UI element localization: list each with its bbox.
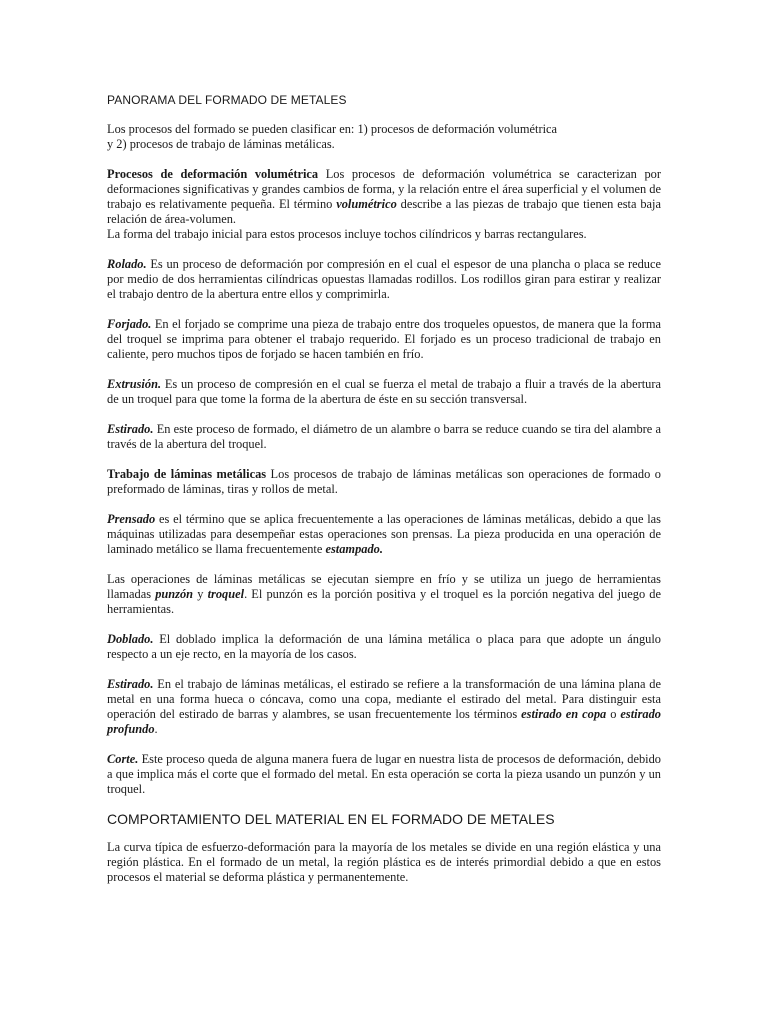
volumetric-paragraph bbox=[107, 167, 661, 242]
extrusion-text: Es un proceso de compresión en el cual se fuerza el metal de trabajo a fluir a través de la abertura de un troquel para que tome la forma de la abertura de éste en su sección transversal. bbox=[107, 377, 661, 406]
doblado-text: El doblado implica la deformación de una lámina metálica o placa para que adopte un ángulo respecto a un eje recto, en la mayoría de los casos. bbox=[107, 632, 661, 661]
doblado-paragraph bbox=[107, 632, 661, 662]
corte-title: Corte. bbox=[107, 752, 139, 766]
doblado-title: Doblado. bbox=[107, 632, 154, 646]
prensado-text: es el término que se aplica frecuentemente a las operaciones de láminas metálicas, debido a que las máquinas utilizadas para desempeñar estas operaciones son prensas. La pieza producida en una operación de laminado metálico se llama frecuentemente bbox=[107, 512, 661, 556]
prensado-title: Prensado bbox=[107, 512, 156, 526]
estirado-laminas-paragraph bbox=[107, 677, 661, 737]
volumetric-text-1: Los procesos de deformación volumétrica se caracterizan por deformaciones significativas y grandes cambios de forma, y la relación entre el área superficial y el volumen de trabajo es relativamente pequeña. El término bbox=[107, 167, 661, 211]
laminas-title: Trabajo de láminas metálicas bbox=[107, 467, 267, 481]
rolado-paragraph bbox=[107, 257, 661, 302]
operaciones-text-2: y bbox=[193, 587, 208, 601]
operaciones-paragraph bbox=[107, 572, 661, 617]
operaciones-text-1: Las operaciones de láminas metálicas se ejecutan siempre en frío y se utiliza un juego de herramientas llamadas bbox=[107, 572, 661, 601]
estirado-en-copa-term: estirado en copa bbox=[521, 707, 607, 721]
volumetric-term: volumétrico bbox=[336, 197, 397, 211]
operaciones-text-3: . El punzón es la porción positiva y el troquel es la porción negativa del juego de herramientas. bbox=[107, 587, 661, 616]
intro-paragraph bbox=[107, 122, 661, 152]
operaciones-term-punzon: punzón bbox=[155, 587, 194, 601]
rolado-title: Rolado. bbox=[107, 257, 147, 271]
laminas-text: Los procesos de trabajo de láminas metálicas son operaciones de formado o preformado de láminas, tiras y rollos de metal. bbox=[107, 467, 661, 496]
estirado-laminas-text-3: . bbox=[154, 722, 158, 736]
volumetric-text-2: describe a las piezas de trabajo que tienen esta baja relación de área-volumen. bbox=[107, 197, 661, 226]
volumetric-line-2: La forma del trabajo inicial para estos procesos incluye tochos cilíndricos y barras rectangulares. bbox=[107, 227, 587, 241]
estirado-text: En este proceso de formado, el diámetro de un alambre o barra se reduce cuando se tira del alambre a través de la abertura del troquel. bbox=[107, 422, 661, 451]
extrusion-title: Extrusión. bbox=[107, 377, 162, 391]
corte-text: Este proceso queda de alguna manera fuera de lugar en nuestra lista de procesos de deformación, debido a que implica más el corte que el formado del metal. En esta operación se corta la pieza usando un punzón y un troquel. bbox=[107, 752, 661, 796]
rolado-text: Es un proceso de deformación por compresión en el cual el espesor de una plancha o placa se reduce por medio de dos herramientas cilíndricas opuestas llamadas rodillos. Los rodillos giran para estirar y realizar el trabajo dentro de la abertura entre ellos y comprimirla. bbox=[107, 257, 661, 301]
extrusion-paragraph bbox=[107, 377, 661, 407]
forjado-title: Forjado. bbox=[107, 317, 152, 331]
forjado-text: En el forjado se comprime una pieza de trabajo entre dos troqueles opuestos, de manera que la forma del troquel se imprima para obtener el trabajo requerido. El forjado es un proceso tradicional de trabajo en caliente, pero muchos tipos de forjado se hacen también en frío. bbox=[107, 317, 661, 361]
estirado-title: Estirado. bbox=[107, 422, 154, 436]
laminas-paragraph bbox=[107, 467, 661, 497]
section-heading-comportamiento: COMPORTAMIENTO DEL MATERIAL EN EL FORMADO DE METALES bbox=[107, 811, 555, 827]
estirado-profundo-term: estirado profundo bbox=[107, 707, 661, 736]
forjado-paragraph bbox=[107, 317, 661, 362]
section-heading-panorama: PANORAMA DEL FORMADO DE METALES bbox=[107, 93, 347, 107]
volumetric-title: Procesos de deformación volumétrica bbox=[107, 167, 319, 181]
prensado-paragraph bbox=[107, 512, 661, 557]
estirado-paragraph bbox=[107, 422, 661, 452]
estirado-laminas-text-2: o bbox=[606, 707, 621, 721]
intro-line-1: Los procesos del formado se pueden clasificar en: 1) procesos de deformación volumétrica bbox=[107, 122, 558, 136]
intro-line-2: y 2) procesos de trabajo de láminas metálicas. bbox=[107, 137, 335, 151]
document-body bbox=[107, 93, 661, 900]
operaciones-term-troquel: troquel bbox=[207, 587, 245, 601]
estirado-laminas-title: Estirado. bbox=[107, 677, 154, 691]
prensado-term: estampado. bbox=[325, 542, 383, 556]
estirado-laminas-text-1: En el trabajo de láminas metálicas, el estirado se refiere a la transformación de una lámina plana de metal en una forma hueca o cóncava, como una copa, mediante el estirado del metal. Para distinguir esta operación del estirado de barras y alambres, se usan frecuentemente los términos bbox=[107, 677, 661, 721]
comportamiento-paragraph: La curva típica de esfuerzo-deformación para la mayoría de los metales se divide en una región elástica y una región plástica. En el formado de un metal, la región plástica es de interés primordial debido a que en estos procesos el material se deforma plástica y permanentemente. bbox=[107, 840, 661, 884]
corte-paragraph bbox=[107, 752, 661, 797]
